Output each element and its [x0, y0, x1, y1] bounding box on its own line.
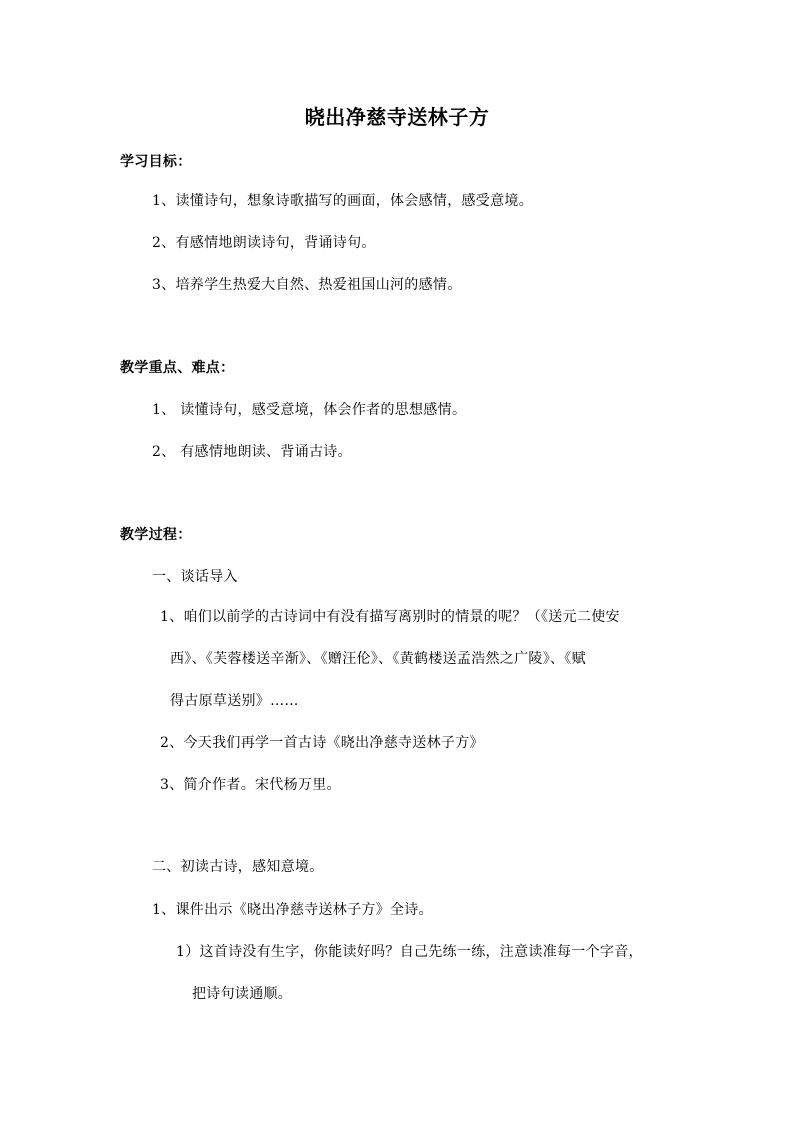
- section-1-item-2: 2、今天我们再学一首古诗《晓出净慈寺送林子方》: [160, 735, 484, 751]
- section-1-item-1-line-2: 西》、《芙蓉楼送辛渐》、《赠汪伦》、《黄鹤楼送孟浩然之广陵》、《赋: [170, 651, 586, 667]
- key-point-item-1: 1、 读懂诗句，感受意境，体会作者的思想感情。: [152, 402, 467, 418]
- section-2-sub-1-line-1: 1）这首诗没有生字，你能读好吗？自己先练一练，注意读准每一个字音，: [176, 944, 643, 960]
- section-2-item-1: 1、课件出示《晓出净慈寺送林子方》全诗。: [152, 902, 433, 918]
- section-1-item-3: 3、简介作者。宋代杨万里。: [160, 777, 341, 793]
- objective-item-2: 2、有感情地朗读诗句，背诵诗句。: [152, 235, 376, 251]
- document-title: 晓出净慈寺送林子方: [304, 105, 490, 129]
- section-1-item-1-line-3: 得古原草送别》……: [170, 693, 299, 709]
- key-point-item-2: 2、 有感情地朗读、背诵古诗。: [152, 444, 352, 460]
- section-2-title: 二、初读古诗，感知意境。: [152, 859, 324, 875]
- section-1-item-1-line-1: 1、咱们以前学的古诗词中有没有描写离别时的情景的呢？（《送元二使安: [160, 609, 620, 625]
- section-2-sub-1-line-2: 把诗句读通顺。: [192, 986, 293, 1002]
- section-1-title: 一、谈话导入: [152, 569, 238, 585]
- key-points-heading: 教学重点、难点：: [120, 360, 235, 376]
- objective-item-3: 3、培养学生热爱大自然、热爱祖国山河的感情。: [152, 277, 462, 293]
- objectives-heading: 学习目标：: [120, 154, 192, 170]
- process-heading: 教学过程：: [120, 527, 192, 543]
- objective-item-1: 1、读懂诗句，想象诗歌描写的画面，体会感情，感受意境。: [152, 193, 534, 209]
